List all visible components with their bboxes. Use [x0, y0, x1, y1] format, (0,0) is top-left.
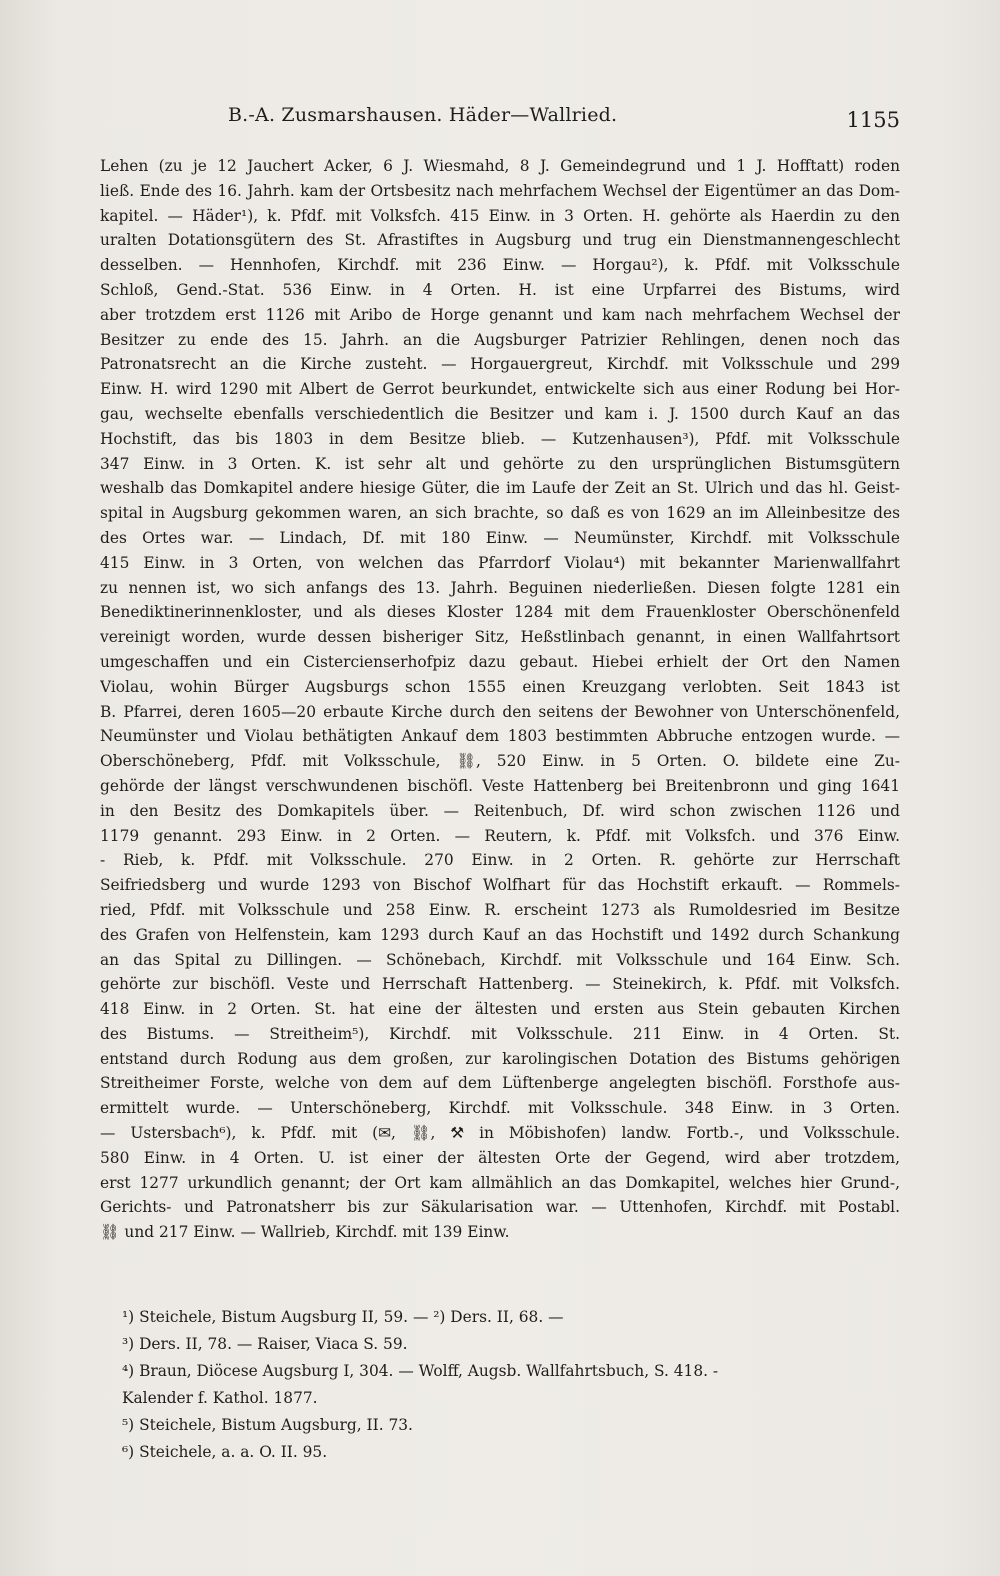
text-line: Gerichts- und Patronatsherr bis zur Säkularisation war. — Uttenhofen, Kirchdf. mit Postabl.: [100, 1198, 900, 1217]
text-line: Seifriedsberg und wurde 1293 von Bischof Wolfhart für das Hochstift erkauft. — Rommels-: [100, 876, 900, 895]
text-line: umgeschaffen und ein Cistercienserhofpiz dazu gebaut. Hiebei erhielt der Ort den Namen: [100, 652, 900, 671]
running-head: B.-A. Zusmarshausen. Häder—Wallried.: [228, 104, 618, 126]
text-line: ⛓ und 217 Einw. — Wallrieb, Kirchdf. mit 139 Einw.: [100, 1223, 510, 1242]
text-line: Einw. H. wird 1290 mit Albert de Gerrot beurkundet, entwickelte sich aus einer Rodung bei Hor-: [100, 380, 900, 399]
text-line: des Bistums. — Streitheim⁵), Kirchdf. mit Volksschule. 211 Einw. in 4 Orten. St.: [100, 1024, 900, 1043]
text-line: — Ustersbach⁶), k. Pfdf. mit (✉, ⛓, ⚒ in Möbishofen) landw. Fortb.-, und Volksschule.: [100, 1124, 900, 1143]
text-line: uralten Dotationsgütern des St. Afrastiftes in Augsburg und trug ein Dienstmannengeschlecht: [100, 231, 900, 250]
footnotes-block: [122, 1304, 900, 1466]
text-line: erst 1277 urkundlich genannt; der Ort kam allmählich an das Domkapitel, welches hier Grund-,: [100, 1173, 900, 1192]
text-line: vereinigt worden, wurde dessen bisheriger Sitz, Heßstlinbach genannt, in einen Wallfahrtsort: [100, 628, 900, 647]
text-line: Hochstift, das bis 1803 in dem Besitze blieb. — Kutzenhausen³), Pfdf. mit Volksschule: [100, 429, 900, 448]
text-line: gehörde der längst verschwundenen bischöfl. Veste Hattenberg bei Breitenbronn und ging 1641: [100, 776, 900, 795]
text-line: ermittelt wurde. — Unterschöneberg, Kirchdf. mit Volksschule. 348 Einw. in 3 Orten.: [100, 1099, 900, 1118]
text-line: Besitzer zu ende des 15. Jahrh. an die Augsburger Patrizier Rehlingen, denen noch das: [100, 330, 900, 349]
footnote-line: Kalender f. Kathol. 1877.: [122, 1389, 318, 1407]
text-line: des Ortes war. — Lindach, Df. mit 180 Einw. — Neumünster, Kirchdf. mit Volksschule: [100, 528, 900, 547]
text-line: ried, Pfdf. mit Volksschule und 258 Einw. R. erscheint 1273 als Rumoldesried im Besitze: [100, 900, 900, 919]
text-line: gehörte zur bischöfl. Veste und Herrschaft Hattenberg. — Steinekirch, k. Pfdf. mit Volksfch.: [100, 975, 900, 994]
text-line: Streitheimer Forste, welche von dem auf dem Lüftenberge angelegten bischöfl. Forsthofe aus-: [100, 1074, 900, 1093]
text-line: kapitel. — Häder¹), k. Pfdf. mit Volksfch. 415 Einw. in 3 Orten. H. gehörte als Haerdin zu den: [100, 206, 900, 225]
text-line: Benediktinerinnenkloster, und als dieses Kloster 1284 mit dem Frauenkloster Oberschönenfeld: [100, 603, 900, 622]
text-line: Oberschöneberg, Pfdf. mit Volksschule, ⛓, 520 Einw. in 5 Orten. O. bildete eine Zu-: [100, 752, 900, 771]
text-line: ließ. Ende des 16. Jahrh. kam der Ortsbesitz nach mehrfachem Wechsel der Eigentümer an das Dom-: [100, 181, 900, 200]
footnote-line: ³) Ders. II, 78. — Raiser, Viaca S. 59.: [122, 1335, 408, 1353]
text-line: weshalb das Domkapitel andere hiesige Güter, die im Laufe der Zeit an St. Ulrich und das hl. Geist-: [100, 479, 900, 498]
text-line: 418 Einw. in 2 Orten. St. hat eine der ältesten und ersten aus Stein gebauten Kirchen: [100, 1000, 900, 1019]
text-line: Lehen (zu je 12 Jauchert Acker, 6 J. Wiesmahd, 8 J. Gemeindegrund und 1 J. Hofftatt) roden: [100, 157, 900, 175]
text-line: spital in Augsburg gekommen waren, an sich brachte, so daß es von 1629 an im Alleinbesitze des: [100, 504, 900, 523]
text-line: aber trotzdem erst 1126 mit Aribo de Horge genannt und kam nach mehrfachem Wechsel der: [100, 305, 900, 324]
footnote-line: ⁶) Steichele, a. a. O. II. 95.: [122, 1443, 328, 1461]
footnote-line: ⁵) Steichele, Bistum Augsburg, II. 73.: [122, 1416, 413, 1434]
text-line: 347 Einw. in 3 Orten. K. ist sehr alt und gehörte zu den ursprünglichen Bistumsgütern: [100, 454, 900, 473]
page-number: 1155: [846, 108, 900, 132]
text-line: desselben. — Hennhofen, Kirchdf. mit 236 Einw. — Horgau²), k. Pfdf. mit Volksschule: [100, 256, 900, 275]
text-line: des Grafen von Helfenstein, kam 1293 durch Kauf an das Hochstift und 1492 durch Schankung: [100, 925, 900, 944]
text-line: an das Spital zu Dillingen. — Schönebach, Kirchdf. mit Volksschule und 164 Einw. Sch.: [100, 950, 900, 969]
text-line: in den Besitz des Domkapitels über. — Reitenbuch, Df. wird schon zwischen 1126 und: [100, 801, 900, 820]
main-text-block: [100, 154, 900, 1245]
text-line: gau, wechselte ebenfalls verschiedentlich die Besitzer und kam i. J. 1500 durch Kauf an das: [100, 404, 900, 423]
text-line: 1179 genannt. 293 Einw. in 2 Orten. — Reutern, k. Pfdf. mit Volksfch. und 376 Einw.: [100, 826, 900, 845]
text-line: 415 Einw. in 3 Orten, von welchen das Pfarrdorf Violau⁴) mit bekannter Marienwallfahrt: [100, 553, 900, 572]
footnote-line: ⁴) Braun, Diöcese Augsburg I, 304. — Wolff, Augsb. Wallfahrtsbuch, S. 418. -: [122, 1362, 719, 1380]
text-line: B. Pfarrei, deren 1605—20 erbaute Kirche durch den seitens der Bewohner von Unterschönenfeld,: [100, 702, 900, 721]
text-line: 580 Einw. in 4 Orten. U. ist einer der ältesten Orte der Gegend, wird aber trotzdem,: [100, 1148, 900, 1167]
text-line: zu nennen ist, wo sich anfangs des 13. Jahrh. Beguinen niederließen. Diesen folgte 1281 ein: [100, 578, 900, 597]
text-line: Violau, wohin Bürger Augsburgs schon 1555 einen Kreuzgang verlobten. Seit 1843 ist: [100, 677, 900, 696]
page-header: [228, 104, 900, 134]
footnote-line: ¹) Steichele, Bistum Augsburg II, 59. — ²) Ders. II, 68. —: [122, 1308, 564, 1326]
text-line: Schloß, Gend.-Stat. 536 Einw. in 4 Orten. H. ist eine Urpfarrei des Bistums, wird: [100, 280, 900, 299]
text-line: entstand durch Rodung aus dem großen, zur karolingischen Dotation des Bistums gehörigen: [100, 1049, 900, 1068]
text-line: Neumünster und Violau bethätigten Ankauf dem 1803 bestimmten Abbruche entzogen wurde. —: [100, 727, 900, 746]
text-line: - Rieb, k. Pfdf. mit Volksschule. 270 Einw. in 2 Orten. R. gehörte zur Herrschaft: [100, 851, 900, 870]
text-line: Patronatsrecht an die Kirche zusteht. — Horgauergreut, Kirchdf. mit Volksschule und 299: [100, 355, 900, 374]
